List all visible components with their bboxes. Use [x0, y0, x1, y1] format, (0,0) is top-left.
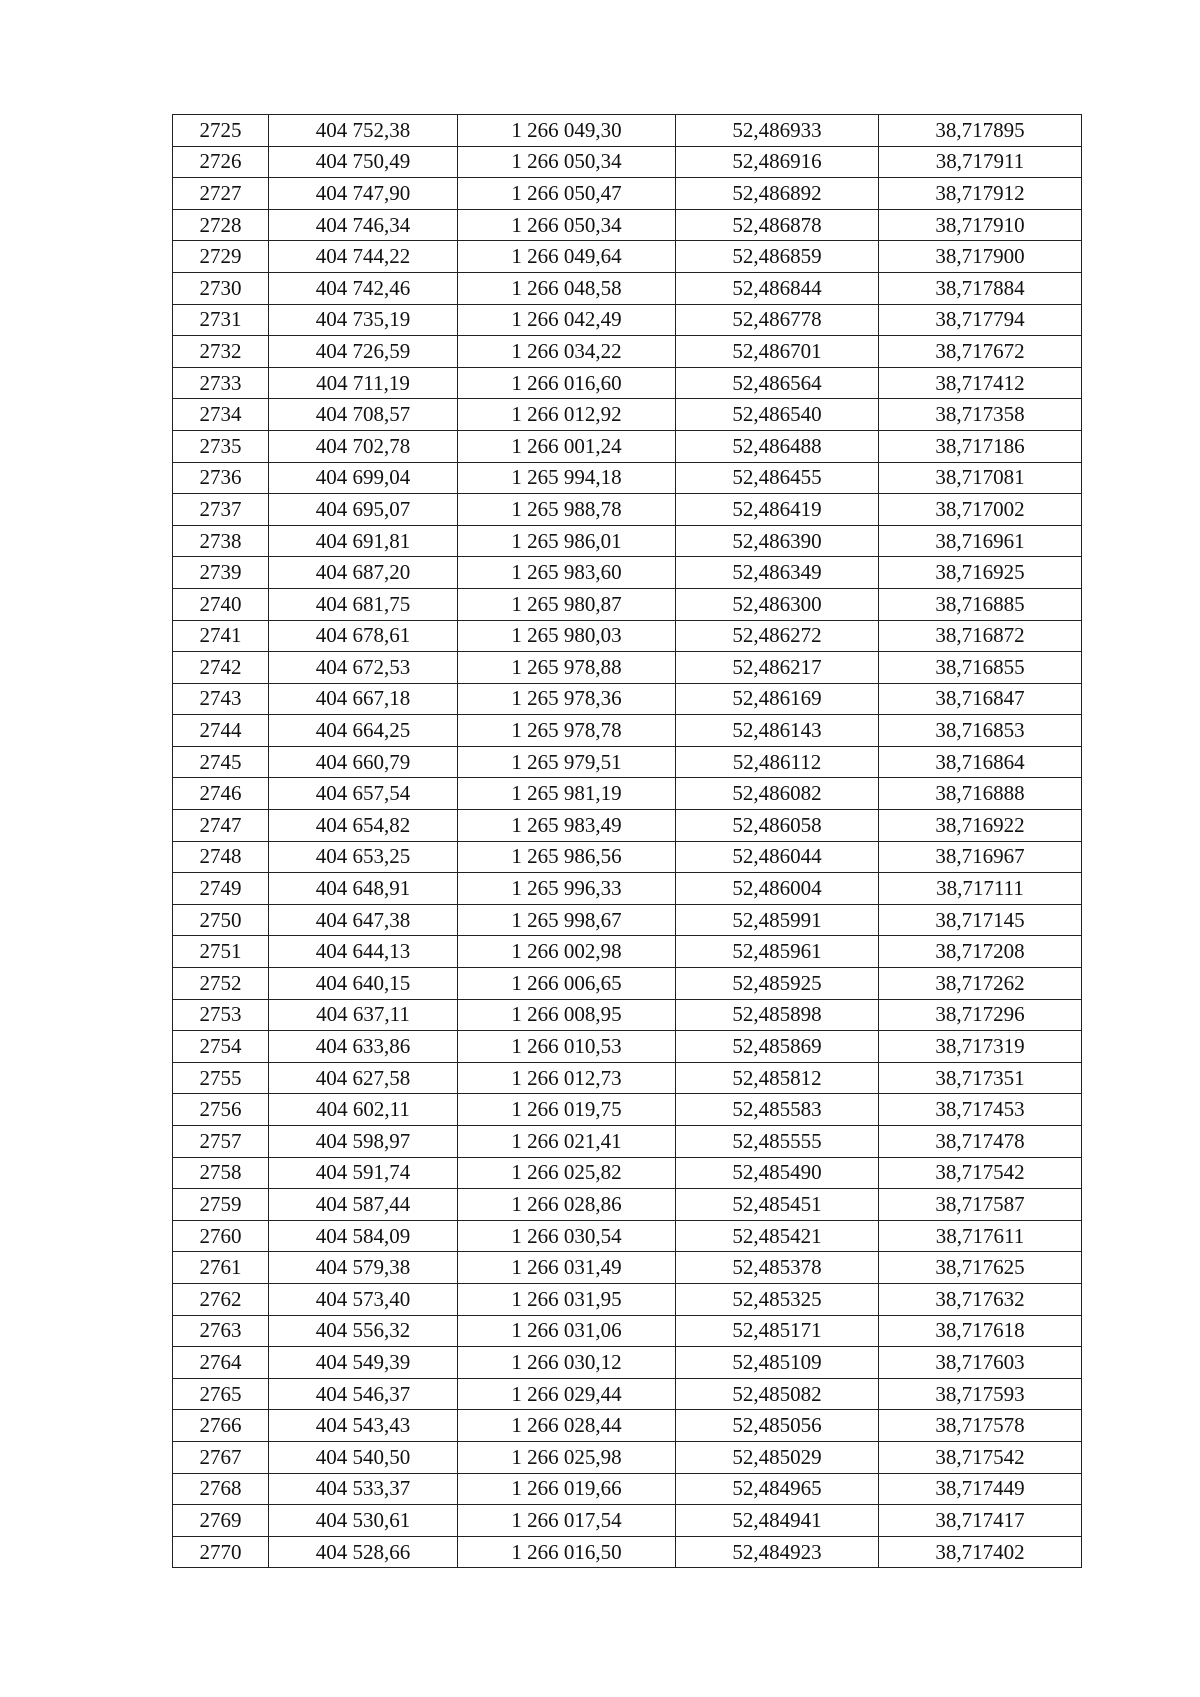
x-coordinate-cell: 404 691,81	[269, 525, 458, 557]
coordinates-table-body	[173, 115, 1082, 1568]
longitude-cell: 38,717417	[879, 1505, 1082, 1537]
x-coordinate-cell: 404 591,74	[269, 1157, 458, 1189]
table-row	[173, 525, 1082, 557]
y-coordinate-cell: 1 266 031,49	[458, 1252, 676, 1284]
y-coordinate-cell: 1 266 012,73	[458, 1062, 676, 1094]
longitude-cell: 38,716853	[879, 715, 1082, 747]
x-coordinate-cell: 404 648,91	[269, 873, 458, 905]
x-coordinate-cell: 404 735,19	[269, 304, 458, 336]
latitude-cell: 52,486564	[676, 367, 879, 399]
latitude-cell: 52,485082	[676, 1378, 879, 1410]
table-row	[173, 1441, 1082, 1473]
x-coordinate-cell: 404 633,86	[269, 1031, 458, 1063]
y-coordinate-cell: 1 266 019,75	[458, 1094, 676, 1126]
x-coordinate-cell: 404 598,97	[269, 1126, 458, 1158]
table-row	[173, 904, 1082, 936]
y-coordinate-cell: 1 266 050,47	[458, 178, 676, 210]
point-number-cell: 2749	[173, 873, 269, 905]
longitude-cell: 38,717900	[879, 241, 1082, 273]
latitude-cell: 52,485029	[676, 1441, 879, 1473]
latitude-cell: 52,486349	[676, 557, 879, 589]
y-coordinate-cell: 1 265 983,49	[458, 810, 676, 842]
longitude-cell: 38,716872	[879, 620, 1082, 652]
table-row	[173, 1315, 1082, 1347]
y-coordinate-cell: 1 265 994,18	[458, 462, 676, 494]
latitude-cell: 52,485109	[676, 1347, 879, 1379]
point-number-cell: 2734	[173, 399, 269, 431]
longitude-cell: 38,717912	[879, 178, 1082, 210]
point-number-cell: 2737	[173, 494, 269, 526]
longitude-cell: 38,717319	[879, 1031, 1082, 1063]
latitude-cell: 52,486058	[676, 810, 879, 842]
table-row	[173, 1031, 1082, 1063]
point-number-cell: 2767	[173, 1441, 269, 1473]
latitude-cell: 52,485555	[676, 1126, 879, 1158]
x-coordinate-cell: 404 657,54	[269, 778, 458, 810]
longitude-cell: 38,716967	[879, 841, 1082, 873]
longitude-cell: 38,717453	[879, 1094, 1082, 1126]
y-coordinate-cell: 1 266 030,54	[458, 1220, 676, 1252]
y-coordinate-cell: 1 265 988,78	[458, 494, 676, 526]
latitude-cell: 52,486878	[676, 209, 879, 241]
point-number-cell: 2758	[173, 1157, 269, 1189]
y-coordinate-cell: 1 266 006,65	[458, 968, 676, 1000]
x-coordinate-cell: 404 637,11	[269, 999, 458, 1031]
latitude-cell: 52,485583	[676, 1094, 879, 1126]
table-row	[173, 652, 1082, 684]
table-row	[173, 241, 1082, 273]
y-coordinate-cell: 1 265 979,51	[458, 746, 676, 778]
x-coordinate-cell: 404 747,90	[269, 178, 458, 210]
x-coordinate-cell: 404 660,79	[269, 746, 458, 778]
x-coordinate-cell: 404 549,39	[269, 1347, 458, 1379]
point-number-cell: 2757	[173, 1126, 269, 1158]
table-row	[173, 1252, 1082, 1284]
table-row	[173, 272, 1082, 304]
longitude-cell: 38,717542	[879, 1157, 1082, 1189]
x-coordinate-cell: 404 579,38	[269, 1252, 458, 1284]
table-row	[173, 1062, 1082, 1094]
y-coordinate-cell: 1 265 978,36	[458, 683, 676, 715]
latitude-cell: 52,485325	[676, 1283, 879, 1315]
y-coordinate-cell: 1 266 010,53	[458, 1031, 676, 1063]
latitude-cell: 52,486778	[676, 304, 879, 336]
x-coordinate-cell: 404 687,20	[269, 557, 458, 589]
point-number-cell: 2752	[173, 968, 269, 1000]
y-coordinate-cell: 1 265 996,33	[458, 873, 676, 905]
latitude-cell: 52,485812	[676, 1062, 879, 1094]
y-coordinate-cell: 1 265 983,60	[458, 557, 676, 589]
longitude-cell: 38,717412	[879, 367, 1082, 399]
longitude-cell: 38,717625	[879, 1252, 1082, 1284]
latitude-cell: 52,486701	[676, 336, 879, 368]
table-row	[173, 778, 1082, 810]
point-number-cell: 2732	[173, 336, 269, 368]
latitude-cell: 52,486390	[676, 525, 879, 557]
x-coordinate-cell: 404 627,58	[269, 1062, 458, 1094]
point-number-cell: 2765	[173, 1378, 269, 1410]
latitude-cell: 52,486217	[676, 652, 879, 684]
point-number-cell: 2755	[173, 1062, 269, 1094]
x-coordinate-cell: 404 742,46	[269, 272, 458, 304]
longitude-cell: 38,717593	[879, 1378, 1082, 1410]
latitude-cell: 52,485991	[676, 904, 879, 936]
latitude-cell: 52,486419	[676, 494, 879, 526]
latitude-cell: 52,486169	[676, 683, 879, 715]
y-coordinate-cell: 1 265 986,01	[458, 525, 676, 557]
latitude-cell: 52,485925	[676, 968, 879, 1000]
point-number-cell: 2727	[173, 178, 269, 210]
y-coordinate-cell: 1 266 002,98	[458, 936, 676, 968]
x-coordinate-cell: 404 602,11	[269, 1094, 458, 1126]
point-number-cell: 2759	[173, 1189, 269, 1221]
table-row	[173, 1157, 1082, 1189]
longitude-cell: 38,717632	[879, 1283, 1082, 1315]
longitude-cell: 38,717578	[879, 1410, 1082, 1442]
y-coordinate-cell: 1 266 049,64	[458, 241, 676, 273]
longitude-cell: 38,717884	[879, 272, 1082, 304]
latitude-cell: 52,484923	[676, 1536, 879, 1568]
x-coordinate-cell: 404 546,37	[269, 1378, 458, 1410]
latitude-cell: 52,486272	[676, 620, 879, 652]
longitude-cell: 38,717603	[879, 1347, 1082, 1379]
longitude-cell: 38,717449	[879, 1473, 1082, 1505]
y-coordinate-cell: 1 266 030,12	[458, 1347, 676, 1379]
longitude-cell: 38,717296	[879, 999, 1082, 1031]
table-row	[173, 1189, 1082, 1221]
point-number-cell: 2731	[173, 304, 269, 336]
x-coordinate-cell: 404 654,82	[269, 810, 458, 842]
latitude-cell: 52,485961	[676, 936, 879, 968]
latitude-cell: 52,486859	[676, 241, 879, 273]
x-coordinate-cell: 404 573,40	[269, 1283, 458, 1315]
longitude-cell: 38,717794	[879, 304, 1082, 336]
x-coordinate-cell: 404 726,59	[269, 336, 458, 368]
point-number-cell: 2743	[173, 683, 269, 715]
y-coordinate-cell: 1 266 019,66	[458, 1473, 676, 1505]
point-number-cell: 2746	[173, 778, 269, 810]
latitude-cell: 52,485171	[676, 1315, 879, 1347]
longitude-cell: 38,717911	[879, 146, 1082, 178]
y-coordinate-cell: 1 266 029,44	[458, 1378, 676, 1410]
point-number-cell: 2768	[173, 1473, 269, 1505]
table-row	[173, 336, 1082, 368]
table-row	[173, 430, 1082, 462]
longitude-cell: 38,717186	[879, 430, 1082, 462]
point-number-cell: 2750	[173, 904, 269, 936]
x-coordinate-cell: 404 647,38	[269, 904, 458, 936]
table-row	[173, 1094, 1082, 1126]
point-number-cell: 2725	[173, 115, 269, 147]
latitude-cell: 52,486540	[676, 399, 879, 431]
y-coordinate-cell: 1 266 008,95	[458, 999, 676, 1031]
table-row	[173, 936, 1082, 968]
latitude-cell: 52,486933	[676, 115, 879, 147]
y-coordinate-cell: 1 265 980,87	[458, 588, 676, 620]
x-coordinate-cell: 404 708,57	[269, 399, 458, 431]
table-row	[173, 999, 1082, 1031]
x-coordinate-cell: 404 752,38	[269, 115, 458, 147]
x-coordinate-cell: 404 640,15	[269, 968, 458, 1000]
x-coordinate-cell: 404 746,34	[269, 209, 458, 241]
x-coordinate-cell: 404 664,25	[269, 715, 458, 747]
longitude-cell: 38,717587	[879, 1189, 1082, 1221]
y-coordinate-cell: 1 266 012,92	[458, 399, 676, 431]
y-coordinate-cell: 1 266 050,34	[458, 146, 676, 178]
y-coordinate-cell: 1 266 025,98	[458, 1441, 676, 1473]
x-coordinate-cell: 404 528,66	[269, 1536, 458, 1568]
point-number-cell: 2735	[173, 430, 269, 462]
x-coordinate-cell: 404 750,49	[269, 146, 458, 178]
point-number-cell: 2762	[173, 1283, 269, 1315]
point-number-cell: 2753	[173, 999, 269, 1031]
latitude-cell: 52,485056	[676, 1410, 879, 1442]
longitude-cell: 38,716961	[879, 525, 1082, 557]
y-coordinate-cell: 1 265 978,88	[458, 652, 676, 684]
table-row	[173, 1536, 1082, 1568]
table-row	[173, 1220, 1082, 1252]
longitude-cell: 38,717351	[879, 1062, 1082, 1094]
table-row	[173, 178, 1082, 210]
table-row	[173, 304, 1082, 336]
x-coordinate-cell: 404 678,61	[269, 620, 458, 652]
x-coordinate-cell: 404 711,19	[269, 367, 458, 399]
longitude-cell: 38,717358	[879, 399, 1082, 431]
latitude-cell: 52,486892	[676, 178, 879, 210]
x-coordinate-cell: 404 540,50	[269, 1441, 458, 1473]
y-coordinate-cell: 1 266 049,30	[458, 115, 676, 147]
table-row	[173, 1505, 1082, 1537]
longitude-cell: 38,717478	[879, 1126, 1082, 1158]
x-coordinate-cell: 404 667,18	[269, 683, 458, 715]
y-coordinate-cell: 1 266 016,60	[458, 367, 676, 399]
y-coordinate-cell: 1 266 034,22	[458, 336, 676, 368]
point-number-cell: 2745	[173, 746, 269, 778]
longitude-cell: 38,717081	[879, 462, 1082, 494]
latitude-cell: 52,486004	[676, 873, 879, 905]
x-coordinate-cell: 404 695,07	[269, 494, 458, 526]
point-number-cell: 2769	[173, 1505, 269, 1537]
point-number-cell: 2764	[173, 1347, 269, 1379]
point-number-cell: 2739	[173, 557, 269, 589]
point-number-cell: 2738	[173, 525, 269, 557]
table-row	[173, 620, 1082, 652]
y-coordinate-cell: 1 265 981,19	[458, 778, 676, 810]
x-coordinate-cell: 404 699,04	[269, 462, 458, 494]
table-row	[173, 873, 1082, 905]
table-row	[173, 1347, 1082, 1379]
y-coordinate-cell: 1 266 042,49	[458, 304, 676, 336]
table-row	[173, 588, 1082, 620]
y-coordinate-cell: 1 265 980,03	[458, 620, 676, 652]
latitude-cell: 52,486844	[676, 272, 879, 304]
point-number-cell: 2760	[173, 1220, 269, 1252]
table-row	[173, 209, 1082, 241]
longitude-cell: 38,716885	[879, 588, 1082, 620]
longitude-cell: 38,716888	[879, 778, 1082, 810]
y-coordinate-cell: 1 266 021,41	[458, 1126, 676, 1158]
x-coordinate-cell: 404 533,37	[269, 1473, 458, 1505]
longitude-cell: 38,716922	[879, 810, 1082, 842]
point-number-cell: 2744	[173, 715, 269, 747]
table-row	[173, 841, 1082, 873]
point-number-cell: 2761	[173, 1252, 269, 1284]
y-coordinate-cell: 1 266 028,86	[458, 1189, 676, 1221]
latitude-cell: 52,485451	[676, 1189, 879, 1221]
x-coordinate-cell: 404 587,44	[269, 1189, 458, 1221]
y-coordinate-cell: 1 266 025,82	[458, 1157, 676, 1189]
longitude-cell: 38,717262	[879, 968, 1082, 1000]
latitude-cell: 52,485378	[676, 1252, 879, 1284]
longitude-cell: 38,717145	[879, 904, 1082, 936]
y-coordinate-cell: 1 266 001,24	[458, 430, 676, 462]
latitude-cell: 52,486916	[676, 146, 879, 178]
y-coordinate-cell: 1 266 031,95	[458, 1283, 676, 1315]
longitude-cell: 38,716925	[879, 557, 1082, 589]
x-coordinate-cell: 404 744,22	[269, 241, 458, 273]
table-row	[173, 683, 1082, 715]
table-row	[173, 968, 1082, 1000]
x-coordinate-cell: 404 556,32	[269, 1315, 458, 1347]
longitude-cell: 38,717618	[879, 1315, 1082, 1347]
table-row	[173, 367, 1082, 399]
point-number-cell: 2748	[173, 841, 269, 873]
table-row	[173, 1378, 1082, 1410]
y-coordinate-cell: 1 266 050,34	[458, 209, 676, 241]
point-number-cell: 2740	[173, 588, 269, 620]
table-row	[173, 1473, 1082, 1505]
point-number-cell: 2736	[173, 462, 269, 494]
latitude-cell: 52,485421	[676, 1220, 879, 1252]
table-row	[173, 115, 1082, 147]
x-coordinate-cell: 404 644,13	[269, 936, 458, 968]
table-row	[173, 1410, 1082, 1442]
point-number-cell: 2763	[173, 1315, 269, 1347]
longitude-cell: 38,717542	[879, 1441, 1082, 1473]
point-number-cell: 2751	[173, 936, 269, 968]
point-number-cell: 2741	[173, 620, 269, 652]
coordinates-table	[172, 114, 1082, 1568]
y-coordinate-cell: 1 265 998,67	[458, 904, 676, 936]
point-number-cell: 2730	[173, 272, 269, 304]
latitude-cell: 52,485898	[676, 999, 879, 1031]
point-number-cell: 2742	[173, 652, 269, 684]
table-row	[173, 494, 1082, 526]
latitude-cell: 52,486143	[676, 715, 879, 747]
longitude-cell: 38,717611	[879, 1220, 1082, 1252]
point-number-cell: 2766	[173, 1410, 269, 1442]
x-coordinate-cell: 404 584,09	[269, 1220, 458, 1252]
longitude-cell: 38,717002	[879, 494, 1082, 526]
longitude-cell: 38,716855	[879, 652, 1082, 684]
point-number-cell: 2747	[173, 810, 269, 842]
table-row	[173, 399, 1082, 431]
point-number-cell: 2726	[173, 146, 269, 178]
point-number-cell: 2733	[173, 367, 269, 399]
latitude-cell: 52,485490	[676, 1157, 879, 1189]
longitude-cell: 38,717910	[879, 209, 1082, 241]
point-number-cell: 2729	[173, 241, 269, 273]
y-coordinate-cell: 1 265 986,56	[458, 841, 676, 873]
table-row	[173, 462, 1082, 494]
y-coordinate-cell: 1 266 016,50	[458, 1536, 676, 1568]
y-coordinate-cell: 1 266 028,44	[458, 1410, 676, 1442]
latitude-cell: 52,486044	[676, 841, 879, 873]
latitude-cell: 52,486082	[676, 778, 879, 810]
x-coordinate-cell: 404 653,25	[269, 841, 458, 873]
longitude-cell: 38,717208	[879, 936, 1082, 968]
latitude-cell: 52,486488	[676, 430, 879, 462]
point-number-cell: 2728	[173, 209, 269, 241]
y-coordinate-cell: 1 266 048,58	[458, 272, 676, 304]
point-number-cell: 2756	[173, 1094, 269, 1126]
y-coordinate-cell: 1 265 978,78	[458, 715, 676, 747]
latitude-cell: 52,485869	[676, 1031, 879, 1063]
latitude-cell: 52,484941	[676, 1505, 879, 1537]
table-row	[173, 1283, 1082, 1315]
x-coordinate-cell: 404 543,43	[269, 1410, 458, 1442]
longitude-cell: 38,717111	[879, 873, 1082, 905]
x-coordinate-cell: 404 672,53	[269, 652, 458, 684]
latitude-cell: 52,484965	[676, 1473, 879, 1505]
longitude-cell: 38,716864	[879, 746, 1082, 778]
y-coordinate-cell: 1 266 031,06	[458, 1315, 676, 1347]
longitude-cell: 38,717895	[879, 115, 1082, 147]
table-row	[173, 715, 1082, 747]
table-row	[173, 557, 1082, 589]
table-row	[173, 146, 1082, 178]
y-coordinate-cell: 1 266 017,54	[458, 1505, 676, 1537]
x-coordinate-cell: 404 681,75	[269, 588, 458, 620]
longitude-cell: 38,717402	[879, 1536, 1082, 1568]
latitude-cell: 52,486112	[676, 746, 879, 778]
longitude-cell: 38,716847	[879, 683, 1082, 715]
x-coordinate-cell: 404 702,78	[269, 430, 458, 462]
table-row	[173, 746, 1082, 778]
point-number-cell: 2754	[173, 1031, 269, 1063]
table-row	[173, 1126, 1082, 1158]
table-row	[173, 810, 1082, 842]
x-coordinate-cell: 404 530,61	[269, 1505, 458, 1537]
longitude-cell: 38,717672	[879, 336, 1082, 368]
point-number-cell: 2770	[173, 1536, 269, 1568]
latitude-cell: 52,486455	[676, 462, 879, 494]
latitude-cell: 52,486300	[676, 588, 879, 620]
